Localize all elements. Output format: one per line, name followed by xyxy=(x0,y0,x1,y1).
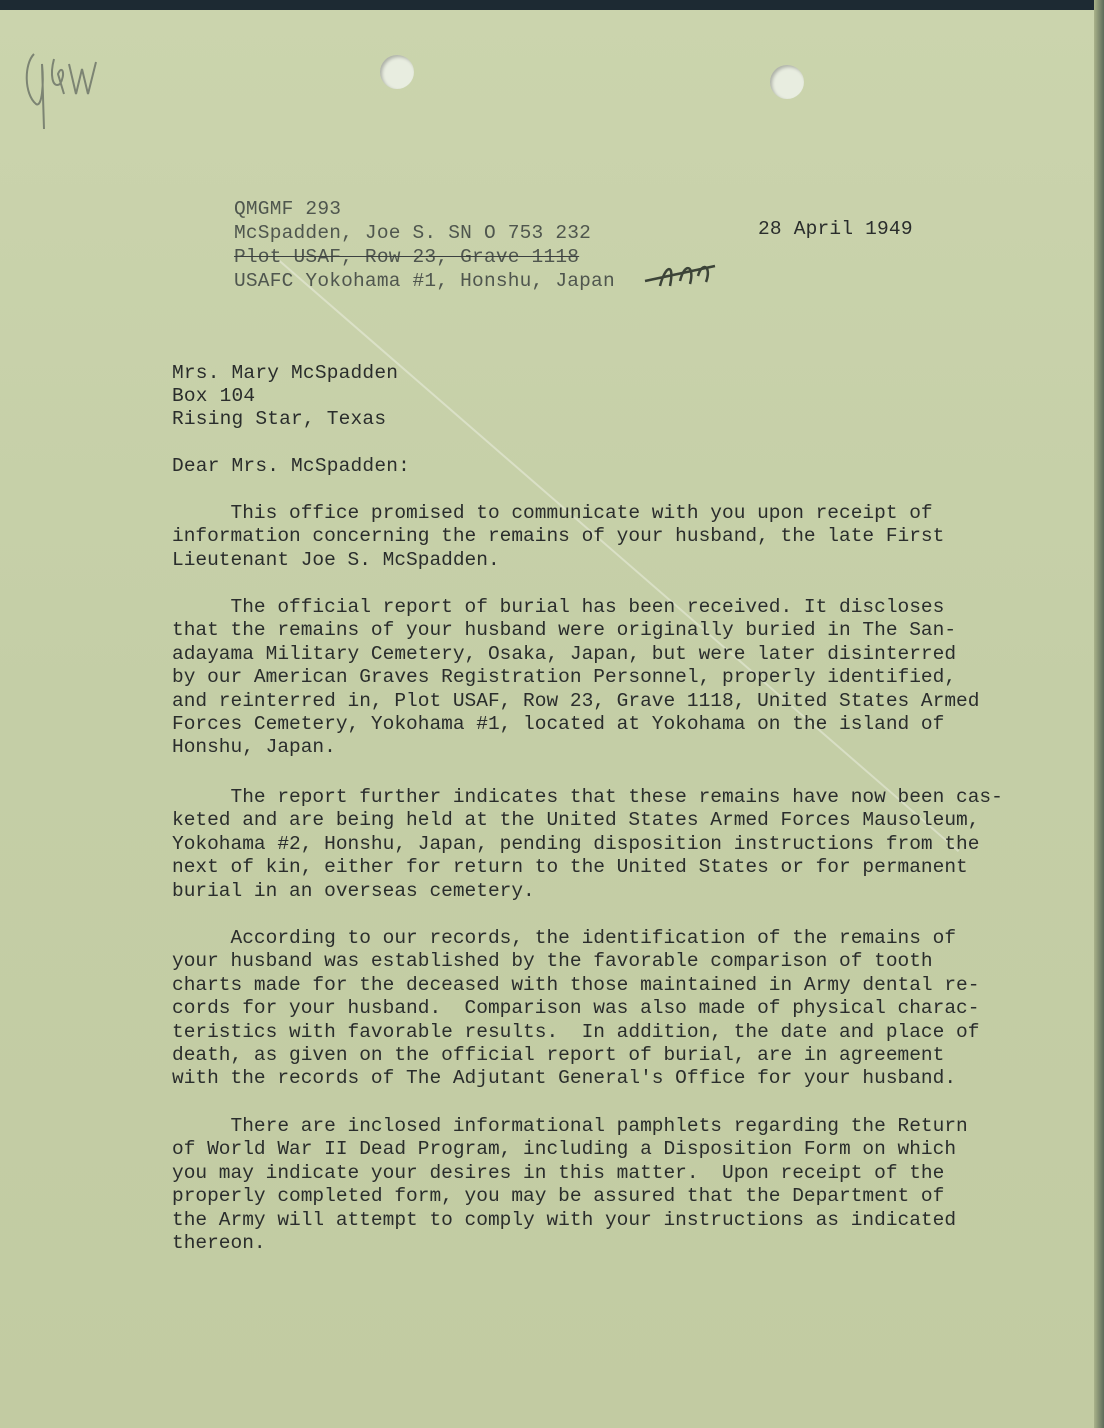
reference-line-cemetery: USAFC Yokohama #1, Honshu, Japan xyxy=(234,270,615,292)
reference-line-plot: Plot USAF, Row 23, Grave 1118 xyxy=(234,246,580,268)
punch-hole-right xyxy=(770,65,804,99)
salutation: Dear Mrs. McSpadden: xyxy=(172,455,411,477)
recipient-name: Mrs. Mary McSpadden xyxy=(172,362,399,384)
punch-hole-left xyxy=(380,55,414,89)
handwritten-initials-signature xyxy=(14,34,104,134)
paragraph-5: There are inclosed informational pamphlets regarding the Return of World War II Dead Program, including a Disposition Form on which you may indicate your desires in this matter. Upon receipt of the properly completed form, you may be assured that the Department of the Army will attempt to comply with your instructions as indicated thereon. xyxy=(172,1115,968,1255)
letter-page xyxy=(0,10,1094,1428)
reference-line-name: McSpadden, Joe S. SN O 753 232 xyxy=(234,222,592,244)
letter-date: 28 April 1949 xyxy=(758,218,913,240)
recipient-address-box: Box 104 xyxy=(172,385,256,407)
paragraph-2: The official report of burial has been received. It discloses that the remains of your husband were originally buried in The San- adayama Military Cemetery, Osaka, Japan, but were later disinterred by our American Graves Registration Personnel, properly identified, and reinterred in, Plot USAF, Row 23, Grave 1118, United States Armed Forces Cemetery, Yokohama #1, located at Yokohama on the island of Honshu, Japan. xyxy=(172,596,980,759)
handwritten-mark xyxy=(640,246,720,296)
paragraph-1: This office promised to communicate with you upon receipt of information concerning the remains of your husband, the late First Lieutenant Joe S. McSpadden. xyxy=(172,502,945,571)
recipient-address-city: Rising Star, Texas xyxy=(172,408,387,430)
page-edge xyxy=(1094,0,1104,1428)
paragraph-4: According to our records, the identification of the remains of your husband was established by the favorable comparison of tooth charts made for the deceased with those maintained in Army dental re- cords for your husband. Comparison was also made of physical charac- teristics with favorable results. In addition, the date and place of death, as given on the official report of burial, are in agreement with the records of The Adjutant General's Office for your husband. xyxy=(172,927,980,1090)
paragraph-3: The report further indicates that these remains have now been cas- keted and are being held at the United States Armed Forces Mausoleum, Yokohama #2, Honshu, Japan, pending disposition instructions from the next of kin, either for return to the United States or for permanent burial in an overseas cemetery. xyxy=(172,786,1003,902)
reference-line-file: QMGMF 293 xyxy=(234,198,342,220)
